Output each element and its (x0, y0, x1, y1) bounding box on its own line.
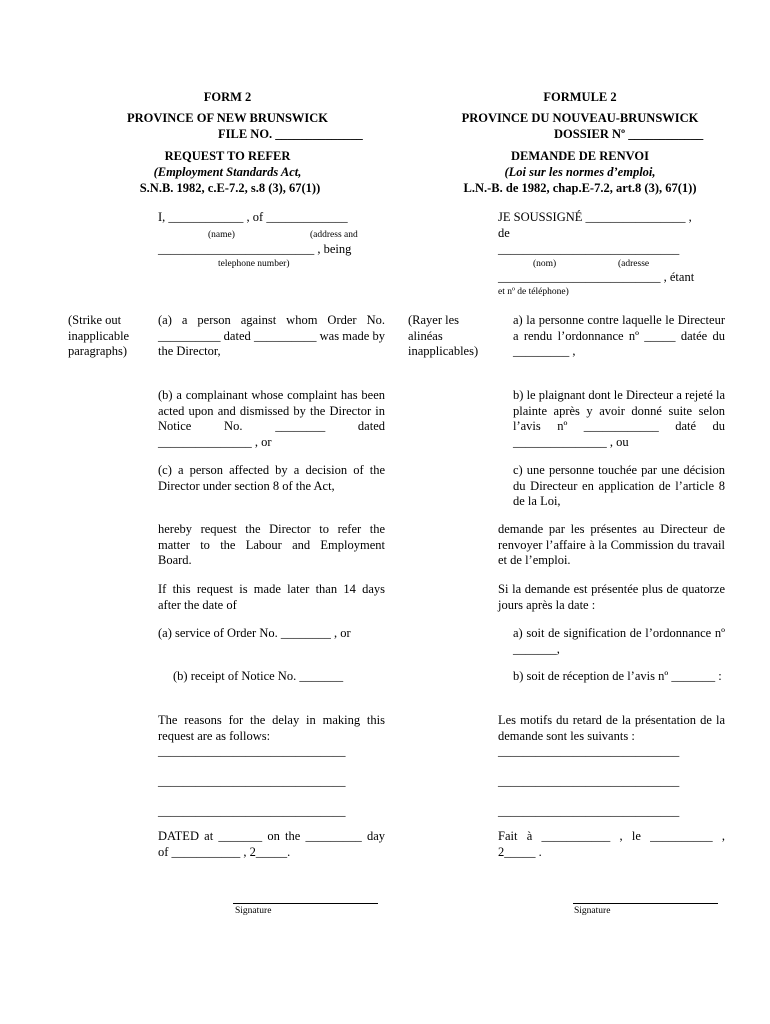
fr-address-blank-line[interactable]: _____________________________ (498, 242, 680, 256)
fr-etant-line: __________________________ , étant (498, 270, 695, 284)
fr-signature-line[interactable] (573, 903, 718, 904)
en-act-name: (Employment Standards Act, (153, 165, 302, 179)
en-if-later: If this request is made later than 14 days after the date of (158, 582, 385, 612)
fr-file-number: DOSSIER Nº ____________ (554, 127, 704, 141)
en-blank-line-2[interactable]: ______________________________ (158, 774, 346, 788)
en-address-label: (address and (310, 230, 358, 240)
fr-paragraph-b: b) le plaignant dont le Directeur a rejeté la plainte après y avoir donné suite selon l’avis nº ____________ daté du _______________ , ou (513, 388, 725, 449)
fr-act-name: (Loi sur les normes d’emploi, (504, 165, 656, 179)
fr-paragraph-a: a) la personne contre laquelle le Directeur a rendu l’ordonnance nº _____ datée du _________ , (513, 313, 725, 358)
en-doc-title: REQUEST TO REFER (164, 149, 291, 163)
en-paragraph-a: (a) a person against whom Order No. __________ dated __________ was made by the Director, (158, 313, 385, 358)
en-form-title: FORM 2 (203, 90, 252, 104)
en-name-label: (name) (208, 230, 235, 240)
en-paragraph-c: (c) a person affected by a decision of the Director under section 8 of the Act, (158, 463, 385, 493)
fr-strike-out-note: (Rayer les alinéas inapplicables) (408, 313, 479, 358)
fr-je-soussigne-line: JE SOUSSIGNÉ ________________ , (498, 210, 692, 224)
fr-blank-line-3[interactable]: _____________________________ (498, 804, 680, 818)
fr-doc-title: DEMANDE DE RENVOI (511, 149, 649, 163)
fr-sub-b: b) soit de réception de l’avis nº _______ : (513, 669, 722, 683)
fr-address-label: (adresse (618, 259, 650, 269)
fr-hereby-request: demande par les présentes au Directeur de renvoyer l’affaire à la Commission du travail et de l’emploi. (498, 522, 725, 567)
en-name-address-line: I, ____________ , of _____________ (158, 210, 348, 224)
fr-sub-a: a) soit de signification de l’ordonnance nº _______, (513, 626, 725, 656)
fr-paragraph-c: c) une personne touchée par une décision du Directeur en application de l’article 8 de la Loi, (513, 463, 725, 508)
en-sub-a: (a) service of Order No. ________ , or (158, 626, 351, 640)
fr-blank-line-1[interactable]: _____________________________ (498, 744, 680, 758)
en-telephone-label: telephone number) (218, 259, 290, 269)
fr-de-label: de (498, 226, 510, 240)
en-reasons: The reasons for the delay in making this request are as follows: (158, 713, 385, 743)
fr-signature-label: Signature (574, 906, 611, 916)
fr-form-title: FORMULE 2 (543, 90, 617, 104)
en-hereby-request: hereby request the Director to refer the matter to the Labour and Employment Board. (158, 522, 385, 567)
en-citation: S.N.B. 1982, c.E-7.2, s.8 (3), 67(1)) (139, 181, 321, 195)
fr-blank-line-2[interactable]: _____________________________ (498, 774, 680, 788)
fr-if-later: Si la demande est présentée plus de quatorze jours après la date : (498, 582, 725, 612)
en-blank-line-3[interactable]: ______________________________ (158, 804, 346, 818)
fr-province: PROVINCE DU NOUVEAU-BRUNSWICK (461, 111, 699, 125)
en-blank-line-1[interactable]: ______________________________ (158, 744, 346, 758)
en-dated: DATED at _______ on the _________ day of ___________ , 2_____. (158, 829, 385, 859)
fr-citation: L.N.-B. de 1982, chap.E-7.2, art.8 (3), 67(1)) (463, 181, 697, 195)
en-province: PROVINCE OF NEW BRUNSWICK (126, 111, 329, 125)
en-strike-out-note: (Strike out inapplicable paragraphs) (68, 313, 130, 358)
en-paragraph-b: (b) a complainant whose complaint has been acted upon and dismissed by the Director in Notice No. ________ dated _______________ , or (158, 388, 385, 449)
fr-telephone-label: et nº de téléphone) (498, 287, 569, 297)
fr-reasons: Les motifs du retard de la présentation de la demande sont les suivants : (498, 713, 725, 743)
en-file-number: FILE NO. ______________ (218, 127, 363, 141)
en-signature-label: Signature (235, 906, 272, 916)
fr-dated: Fait à ___________ , le __________ , 2_____ . (498, 829, 725, 859)
en-being-line: _________________________ , being (158, 242, 352, 256)
en-signature-line[interactable] (233, 903, 378, 904)
fr-name-label: (nom) (533, 259, 557, 269)
en-sub-b: (b) receipt of Notice No. _______ (173, 669, 344, 683)
